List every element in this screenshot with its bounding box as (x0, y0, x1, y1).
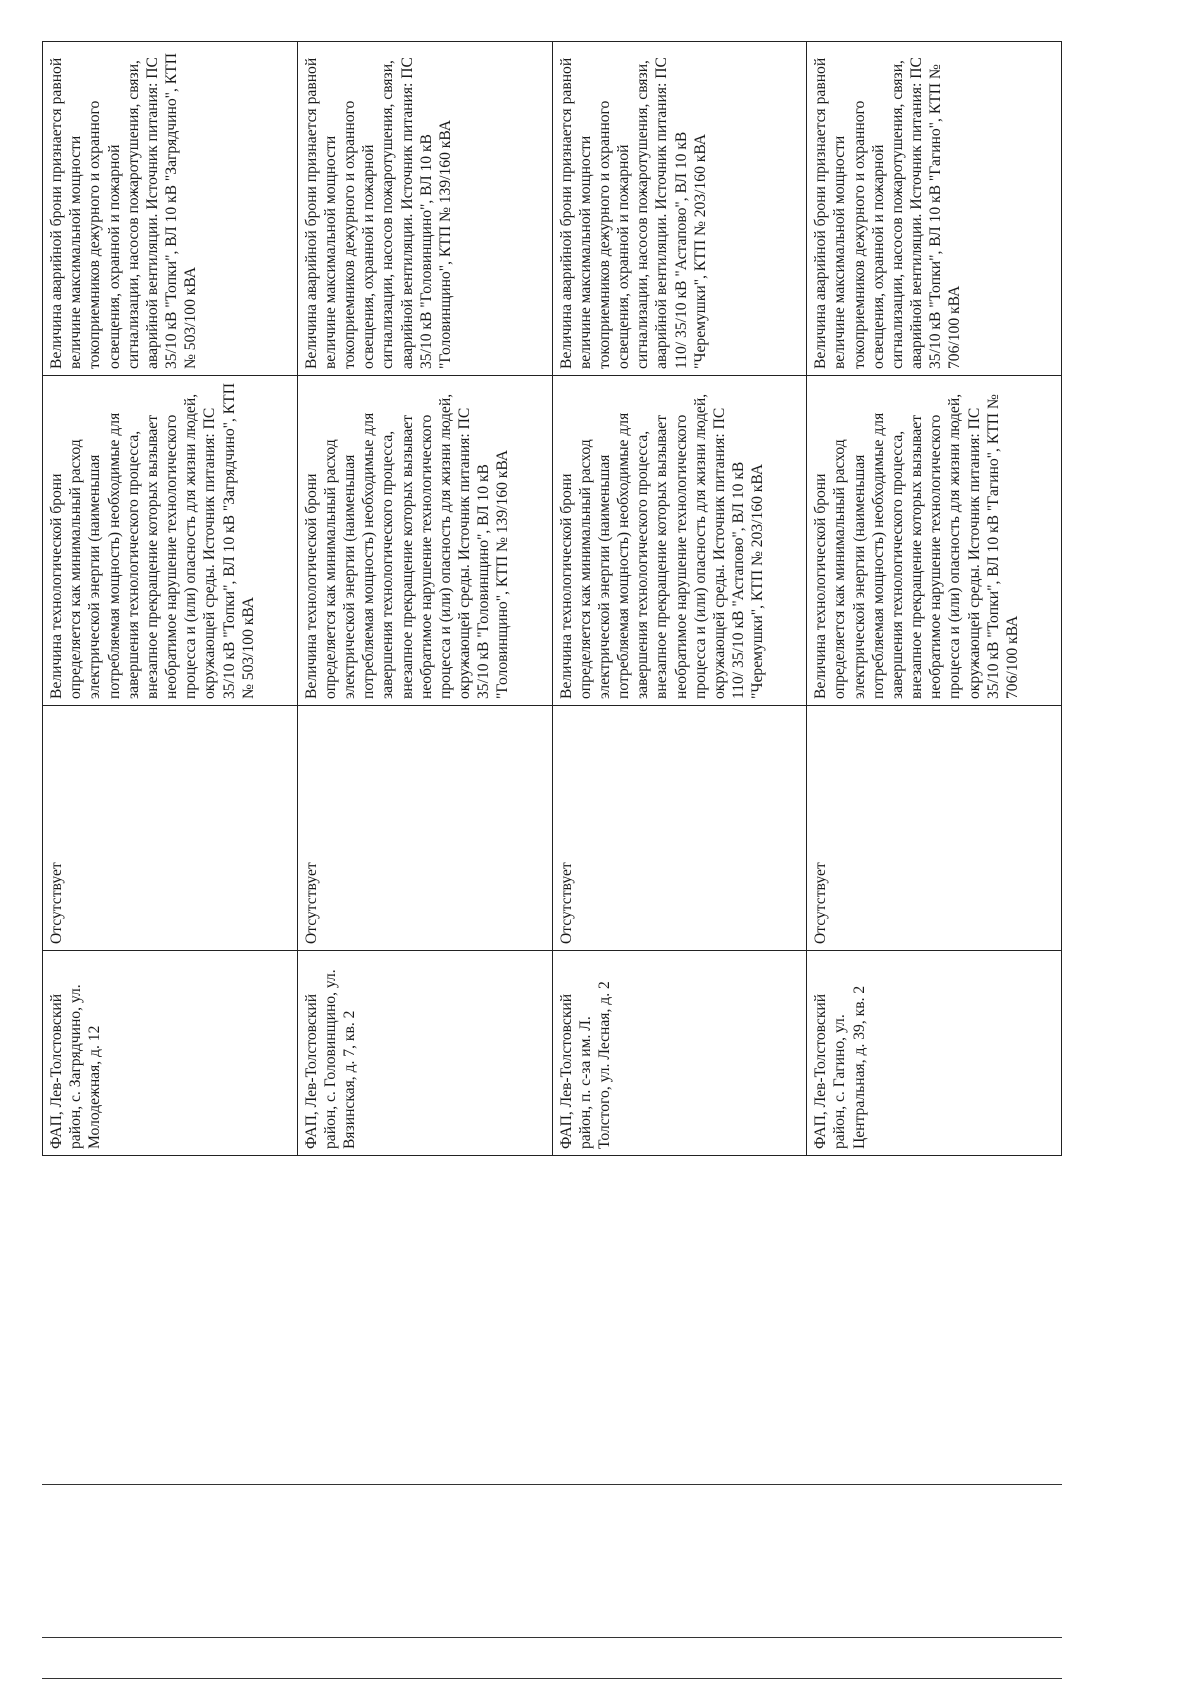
emergency-reserve-cell: Величина аварийной брони признается равной величине максимальной мощности токоприемников дежурного и охранного освещения, охранной и пожарной сигнализации, насосов пожаротушения, связи, аварийной вентиляции. Источник питания: ПС 110/ 35/10 кВ "Астапово", ВЛ 10 кВ "Черемушки", КТП № 203/160 кВА (552, 42, 807, 376)
current-reserve-cell: Отсутствует (552, 706, 807, 951)
rotated-table-wrapper (42, 42, 1062, 1156)
current-reserve-cell: Отсутствует (297, 706, 552, 951)
address-cell: ФАП, Лев-Толстовский район, с. Гагино, ул. Центральная, д. 39, кв. 2 (807, 951, 1062, 1156)
address-cell: ФАП, Лев-Толстовский район, с. Загрядчино, ул. Молодежная, д. 12 (43, 951, 298, 1156)
technological-reserve-cell: Величина технологической брони определяется как минимальный расход электрической энергии (наименьшая потребляемая мощность) необходимые для завершения технологического процесса, внезапное прекращение которых вызывает необратимое нарушение технологического процесса и (или) опасность для жизни людей, окружающей среды. Источник питания: ПС 110/ 35/10 кВ "Астапово", ВЛ 10 кВ "Черемушки", КТП № 203/160 кВА (552, 376, 807, 706)
horizontal-rule (42, 1637, 1062, 1638)
table-row (43, 42, 298, 1156)
address-cell: ФАП, Лев-Толстовский район, п. с-за им. Л. Толстого, ул. Лесная, д. 2 (552, 951, 807, 1156)
current-reserve-cell: Отсутствует (43, 706, 298, 951)
current-reserve-cell: Отсутствует (807, 706, 1062, 951)
technological-reserve-cell: Величина технологической брони определяется как минимальный расход электрической энергии (наименьшая потребляемая мощность) необходимые для завершения технологического процесса, внезапное прекращение которых вызывает необратимое нарушение технологического процесса и (или) опасность для жизни людей, окружающей среды. Источник питания: ПС 35/10 кВ "Головинщино", ВЛ 10 кВ "Головинщино", КТП № 139/160 кВА (297, 376, 552, 706)
reservation-table (42, 41, 1062, 1156)
emergency-reserve-cell: Величина аварийной брони признается равной величине максимальной мощности токоприемников дежурного и охранного освещения, охранной и пожарной сигнализации, насосов пожаротушения, связи, аварийной вентиляции. Источник питания: ПС 35/10 кВ "Топки", ВЛ 10 кВ "Гагино", КТП № 706/100 кВА (807, 42, 1062, 376)
table-row (807, 42, 1062, 1156)
table-row (297, 42, 552, 1156)
table-row (552, 42, 807, 1156)
horizontal-rule (42, 1484, 1062, 1485)
emergency-reserve-cell: Величина аварийной брони признается равной величине максимальной мощности токоприемников дежурного и охранного освещения, охранной и пожарной сигнализации, насосов пожаротушения, связи, аварийной вентиляции. Источник питания: ПС 35/10 кВ "Топки", ВЛ 10 кВ "Загрядчино", КТП № 503/100 кВА (43, 42, 298, 376)
emergency-reserve-cell: Величина аварийной брони признается равной величине максимальной мощности токоприемников дежурного и охранного освещения, охранной и пожарной сигнализации, насосов пожаротушения, связи, аварийной вентиляции. Источник питания: ПС 35/10 кВ "Головинщино", ВЛ 10 кВ "Головинщино", КТП № 139/160 кВА (297, 42, 552, 376)
address-cell: ФАП, Лев-Толстовский район, с. Головинщино, ул. Вязинская, д. 7, кв. 2 (297, 951, 552, 1156)
technological-reserve-cell: Величина технологической брони определяется как минимальный расход электрической энергии (наименьшая потребляемая мощность) необходимые для завершения технологического процесса, внезапное прекращение которых вызывает необратимое нарушение технологического процесса и (или) опасность для жизни людей, окружающей среды. Источник питания: ПС 35/10 кВ "Топки", ВЛ 10 кВ "Гагино", КТП № 706/100 кВА (807, 376, 1062, 706)
technological-reserve-cell: Величина технологической брони определяется как минимальный расход электрической энергии (наименьшая потребляемая мощность) необходимые для завершения технологического процесса, внезапное прекращение которых вызывает необратимое нарушение технологического процесса и (или) опасность для жизни людей, окружающей среды. Источник питания: ПС 35/10 кВ "Топки", ВЛ 10 кВ "Загрядчино", КТП № 503/100 кВА (43, 376, 298, 706)
horizontal-rule (42, 1678, 1062, 1679)
